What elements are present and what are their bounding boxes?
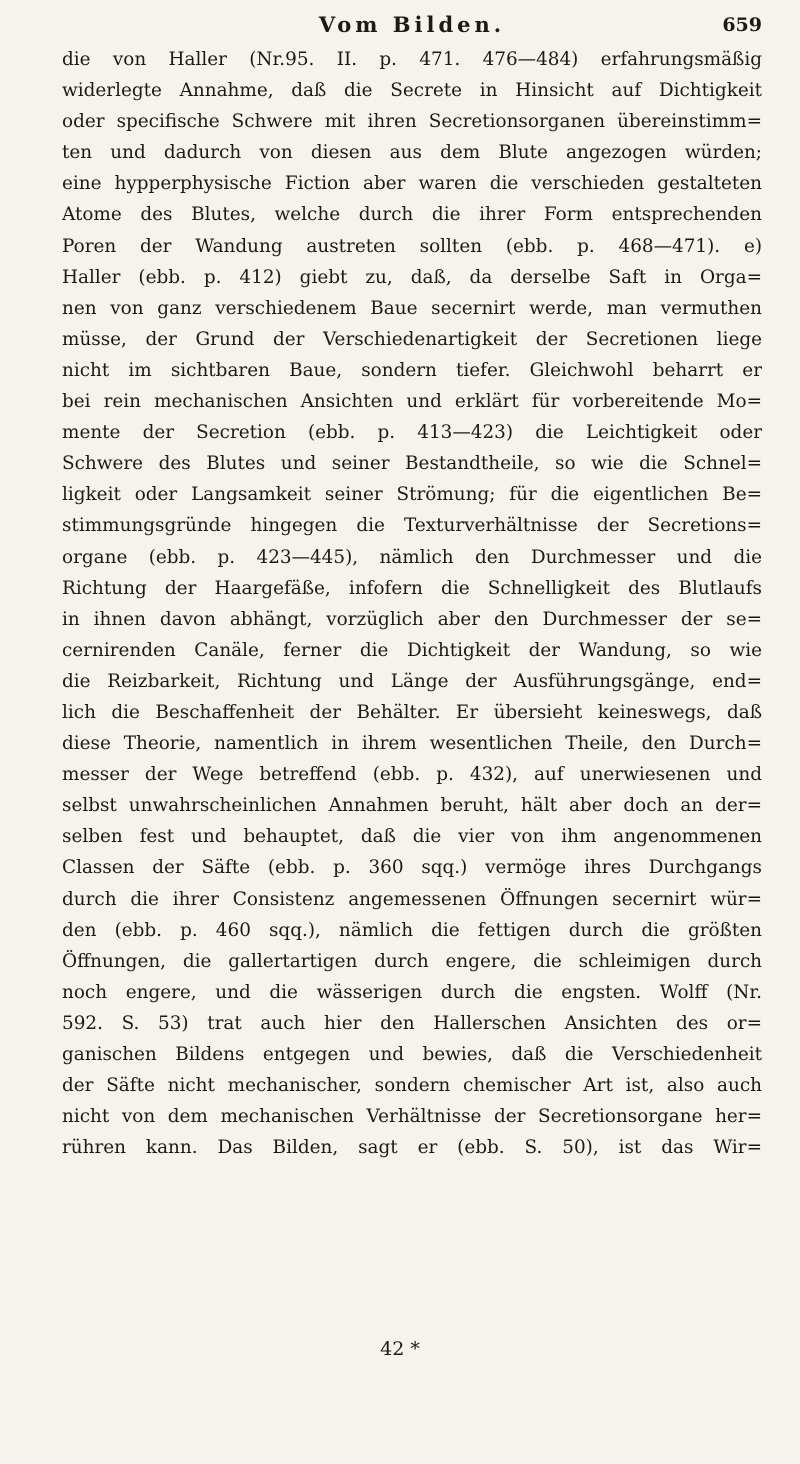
body-text [62,44,762,1163]
text-line: lich die Beschaffenheit der Behälter. Er übersieht keineswegs, daß [62,701,762,723]
text-line: cernirenden Canäle, ferner die Dichtigkeit der Wandung, so wie [62,639,762,661]
text-line: messer der Wege betreffend (ebb. p. 432), auf unerwiesenen und [62,764,762,786]
text-line: noch engere, und die wässerigen durch die engsten. Wolff (Nr. [62,981,762,1003]
text-line: den (ebb. p. 460 sqq.), nämlich die fettigen durch die größten [62,919,762,941]
text-line: durch die ihrer Consistenz angemessenen Öffnungen secernirt wür= [62,888,762,910]
text-line: Haller (ebb. p. 412) giebt zu, daß, da derselbe Saft in Orga= [62,266,762,288]
text-line: Classen der Säfte (ebb. p. 360 sqq.) vermöge ihres Durchgangs [62,857,762,879]
text-line: Atome des Blutes, welche durch die ihrer Form entsprechenden [62,204,762,226]
text-line: Richtung der Haargefäße, infofern die Schnelligkeit des Blutlaufs [62,577,762,599]
text-line: rühren kann. Das Bilden, sagt er (ebb. S. 50), ist das Wir= [62,1137,762,1159]
text-line: diese Theorie, namentlich in ihrem wesentlichen Theile, den Durch= [62,733,762,755]
text-line: müsse, der Grund der Verschiedenartigkeit der Secretionen liege [62,328,762,350]
text-line: widerlegte Annahme, daß die Secrete in Hinsicht auf Dichtigkeit [62,80,762,102]
text-line: ganischen Bildens entgegen und bewies, daß die Verschiedenheit [62,1044,762,1065]
text-line: selben fest und behauptet, daß die vier von ihm angenommenen [62,826,762,848]
running-title: Vom Bilden. [318,12,506,37]
page-number: 659 [722,14,762,36]
text-line: organe (ebb. p. 423—445), nämlich den Durchmesser und die [62,546,762,568]
text-line: eine hypperphysische Fiction aber waren die verschieden gestalteten [62,173,762,195]
text-line: stimmungsgründe hingegen die Texturverhältnisse der Secretions= [62,515,762,537]
text-line: ten und dadurch von diesen aus dem Blute angezogen würden; [62,142,762,164]
signature-mark: 42 * [380,1338,420,1360]
text-line: nicht von dem mechanischen Verhältnisse der Secretionsorgane her= [62,1106,762,1128]
text-line: 592. S. 53) trat auch hier den Hallerschen Ansichten des or= [62,1012,762,1034]
text-line: ligkeit oder Langsamkeit seiner Strömung; für die eigentlichen Be= [62,484,762,506]
text-line: die von Haller (Nr.95. II. p. 471. 476—484) erfahrungsmäßig [62,49,762,70]
text-line: in ihnen davon abhängt, vorzüglich aber den Durchmesser der se= [62,608,762,630]
text-line: nicht im sichtbaren Baue, sondern tiefer. Gleichwohl beharrt er [62,359,762,381]
text-line: Poren der Wandung austreten sollten (ebb. p. 468—471). e) [62,235,762,257]
text-line: selbst unwahrscheinlichen Annahmen beruht, hält aber doch an der= [62,795,762,817]
text-line: oder specifische Schwere mit ihren Secretionsorganen übereinstimm= [62,111,762,133]
text-line: bei rein mechanischen Ansichten und erklärt für vorbereitende Mo= [62,391,762,413]
text-line: Öffnungen, die gallertartigen durch engere, die schleimigen durch [62,950,762,972]
text-line: der Säfte nicht mechanischer, sondern chemischer Art ist, also auch [62,1075,762,1097]
text-line: die Reizbarkeit, Richtung und Länge der Ausführungsgänge, end= [62,670,762,692]
text-line: Schwere des Blutes und seiner Bestandtheile, so wie die Schnel= [62,453,762,475]
text-line: mente der Secretion (ebb. p. 413—423) die Leichtigkeit oder [62,422,762,444]
text-line: nen von ganz verschiedenem Baue secernirt werde, man vermuthen [62,297,762,319]
page-header [62,8,762,42]
